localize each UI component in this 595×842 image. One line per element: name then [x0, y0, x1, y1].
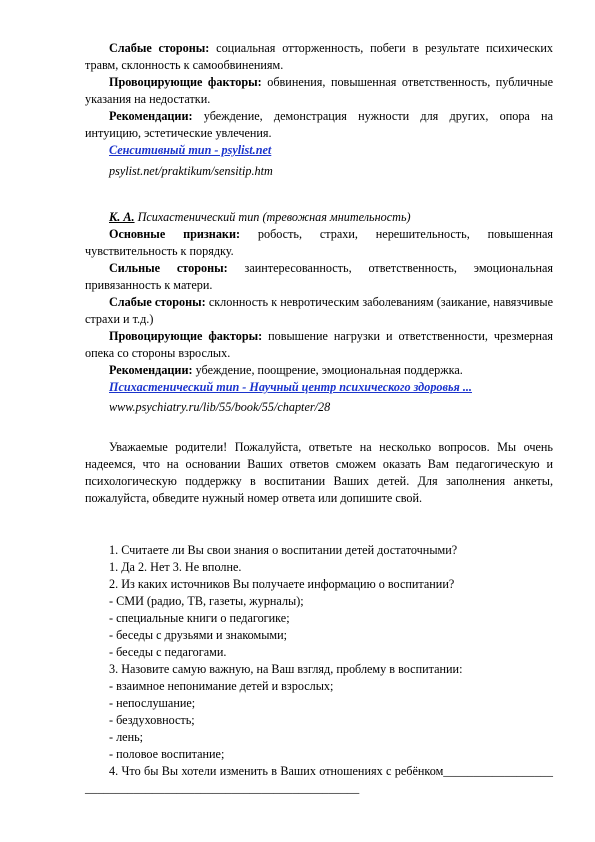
recommendations-label: Рекомендации:: [109, 109, 193, 123]
answer-option: - взаимное непонимание детей и взрослых;: [109, 679, 334, 693]
answer-option: - беседы с друзьями и знакомыми;: [109, 628, 288, 642]
recommendations-paragraph: [85, 362, 553, 379]
appeal-section: [85, 439, 553, 507]
main-signs-paragraph: [85, 226, 553, 260]
weak-sides-label: Слабые стороны:: [109, 41, 210, 55]
author-initials: К. А.: [109, 210, 135, 224]
question-1: 1. Считаете ли Вы свои знания о воспитании детей достаточными?: [109, 543, 458, 557]
sensitive-type-section: [85, 40, 553, 180]
weak-sides-text: социальная отторженность, побеги в результате психических травм, склонность к самообвинениям.: [85, 41, 553, 72]
provoking-factors-paragraph: [85, 74, 553, 108]
answer-option: - лень;: [109, 730, 144, 744]
strong-sides-paragraph: [85, 260, 553, 294]
answer-option: - СМИ (радио, ТВ, газеты, журналы);: [109, 594, 304, 608]
answer-option: - половое воспитание;: [109, 747, 225, 761]
weak-sides-paragraph: [85, 294, 553, 328]
answer-option: - беседы с педагогами.: [109, 645, 227, 659]
type-title: Психастенический тип (тревожная мнительность): [134, 210, 411, 224]
recommendations-label: Рекомендации:: [109, 363, 193, 377]
question-1-answers: 1. Да 2. Нет 3. Не вполне.: [109, 560, 242, 574]
answer-option: - специальные книги о педагогике;: [109, 611, 290, 625]
main-signs-text: робость, страхи, нерешительность, повышенная чувствительность к порядку.: [85, 227, 553, 258]
provoking-factors-label: Провоцирующие факторы:: [109, 75, 262, 89]
psychasthenic-type-url: www.psychiatry.ru/lib/55/book/55/chapter/28: [109, 400, 331, 414]
question-2: 2. Из каких источников Вы получаете информацию о воспитании?: [109, 577, 455, 591]
main-signs-label: Основные признаки:: [109, 227, 241, 241]
type-heading: [85, 209, 553, 226]
provoking-factors-paragraph: [85, 328, 553, 362]
answer-option: - непослушание;: [109, 696, 196, 710]
weak-sides-paragraph: [85, 40, 553, 74]
provoking-factors-text: повышение нагрузки и ответственности, чрезмерная опека со стороны взрослых.: [85, 329, 553, 360]
appeal-paragraph: Уважаемые родители! Пожалуйста, ответьте на несколько вопросов. Мы очень надеемся, что на основании Ваших ответов сможем оказать Вам педагогическую и психологическую поддержку в воспитании Ваших детей. Для заполнения анкеты, пожалуйста, обведите нужный номер ответа или допишите свой.: [85, 440, 553, 505]
recommendations-text: убеждение, демонстрация нужности для других, опора на интуицию, эстетические увлечения.: [85, 109, 553, 140]
weak-sides-text: склонность к невротическим заболеваниям (заикание, навязчивые страхи и т.д.): [85, 295, 553, 326]
answer-option: - бездуховность;: [109, 713, 195, 727]
strong-sides-text: заинтересованность, ответственность, эмоциональная привязанность к матери.: [85, 261, 553, 292]
question-3: 3. Назовите самую важную, на Ваш взгляд, проблему в воспитании:: [109, 662, 463, 676]
sensitive-type-url: psylist.net/praktikum/sensitip.htm: [109, 164, 273, 178]
provoking-factors-text: обвинения, повышенная ответственность, публичные указания на недостатки.: [85, 75, 553, 106]
recommendations-paragraph: [85, 108, 553, 142]
question-4: 4. Что бы Вы хотели изменить в Ваших отношениях с ребёнком_______________________________________________________________: [85, 764, 553, 795]
weak-sides-label: Слабые стороны:: [109, 295, 206, 309]
provoking-factors-label: Провоцирующие факторы:: [109, 329, 263, 343]
strong-sides-label: Сильные стороны:: [109, 261, 228, 275]
questionnaire: [85, 542, 553, 797]
psychasthenic-type-link[interactable]: Психастенический тип - Научный центр психического здоровья ...: [109, 380, 472, 394]
sensitive-type-link[interactable]: Сенситивный тип - psylist.net: [109, 143, 272, 157]
psychasthenic-type-section: [85, 209, 553, 416]
recommendations-text: убеждение, поощрение, эмоциональная поддержка.: [192, 363, 463, 377]
